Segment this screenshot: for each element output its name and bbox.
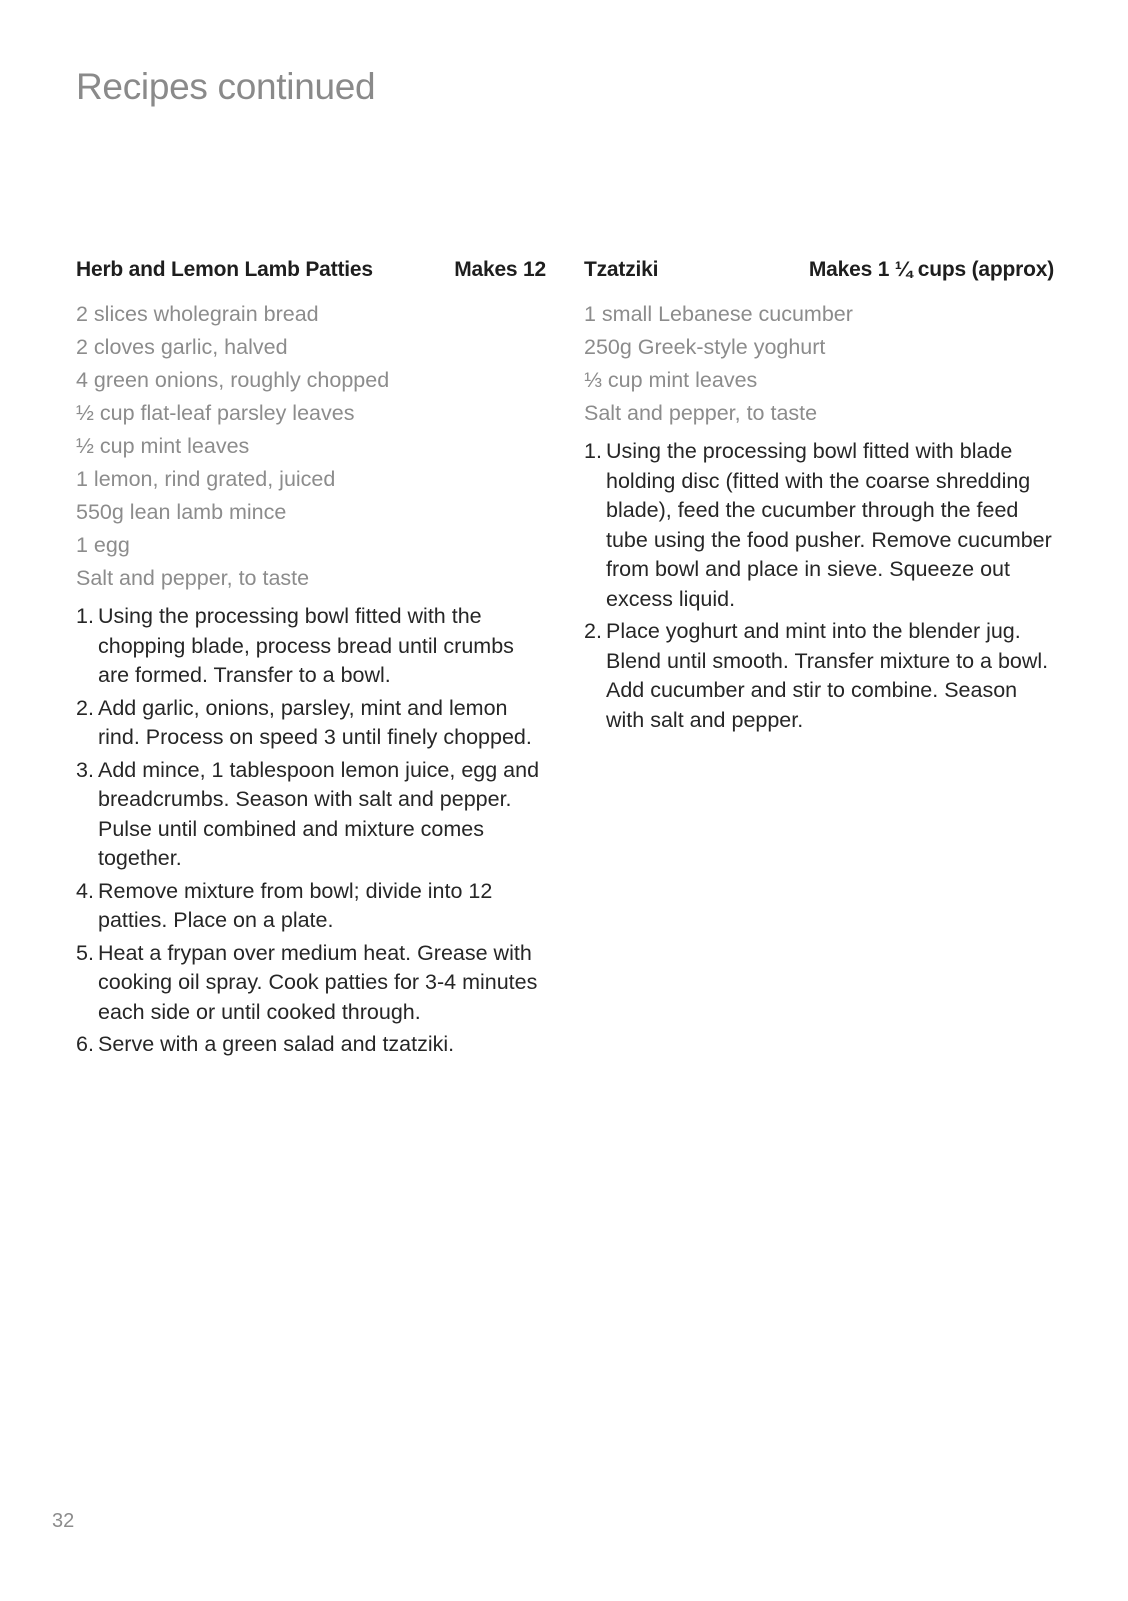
method-step: [76, 694, 546, 753]
ingredient-item: 1 egg: [76, 533, 130, 557]
ingredient-item: 4 green onions, roughly chopped: [76, 368, 390, 392]
method-steps: [584, 437, 1054, 735]
method-step: [76, 877, 546, 936]
ingredient-item: 550g lean lamb mince: [76, 500, 287, 524]
ingredient-item: Salt and pepper, to taste: [76, 566, 310, 590]
method-step: [76, 756, 546, 874]
method-steps: [76, 602, 546, 1060]
ingredient-item: 250g Greek-style yoghurt: [584, 335, 826, 359]
step-text: Using the processing bowl fitted with blade holding disc (fitted with the coarse shredding blade), feed the cucumber through the feed tube using the food pusher. Remove cucumber from bowl and place in sieve. Squeeze out excess liquid.: [606, 439, 1052, 611]
recipe-header: [76, 258, 546, 288]
step-number: 4.: [76, 878, 94, 903]
step-text: Place yoghurt and mint into the blender jug. Blend until smooth. Transfer mixture to a bowl. Add cucumber and stir to combine. Season with salt and pepper.: [606, 619, 1049, 732]
step-number: 2.: [76, 695, 94, 720]
page-title: Recipes continued: [76, 66, 376, 107]
step-text: Add garlic, onions, parsley, mint and lemon rind. Process on speed 3 until finely chopped.: [98, 695, 532, 749]
recipe-name: Tzatziki: [584, 258, 659, 281]
step-number: 3.: [76, 757, 94, 782]
ingredient-item: ⅓ cup mint leaves: [584, 368, 758, 392]
step-text: Heat a frypan over medium heat. Grease with cooking oil spray. Cook patties for 3-4 minutes each side or until cooked through.: [98, 940, 538, 1024]
step-text: Using the processing bowl fitted with the chopping blade, process bread until crumbs are formed. Transfer to a bowl.: [98, 604, 514, 687]
recipe-yield: Makes 1 ¼ cups (approx): [808, 258, 1054, 281]
step-text: Remove mixture from bowl; divide into 12 patties. Place on a plate.: [98, 878, 493, 932]
step-number: 5.: [76, 940, 94, 965]
ingredient-item: ½ cup mint leaves: [76, 434, 250, 458]
ingredient-list: [76, 298, 546, 595]
method-step: [76, 602, 546, 691]
step-number: 1.: [584, 439, 602, 463]
ingredient-item: ½ cup flat-leaf parsley leaves: [76, 401, 355, 425]
recipe-tzatziki: [584, 258, 1054, 738]
step-text: Add mince, 1 tablespoon lemon juice, egg and breadcrumbs. Season with salt and pepper. Pulse until combined and mixture comes together.: [98, 757, 540, 870]
step-number: 1.: [76, 604, 94, 628]
ingredient-item: Salt and pepper, to taste: [584, 401, 818, 425]
method-step: [584, 617, 1054, 735]
method-step: [76, 1030, 546, 1060]
page-number: 32: [52, 1510, 75, 1532]
ingredient-item: 1 small Lebanese cucumber: [584, 302, 853, 326]
recipe-header: [584, 258, 1054, 288]
method-step: [584, 437, 1054, 614]
step-number: 2.: [584, 619, 602, 643]
ingredient-item: 1 lemon, rind grated, juiced: [76, 467, 336, 491]
recipe-yield: Makes 12: [454, 258, 546, 281]
method-step: [76, 939, 546, 1028]
ingredient-item: 2 slices wholegrain bread: [76, 302, 319, 326]
step-text: Serve with a green salad and tzatziki.: [98, 1032, 455, 1056]
step-number: 6.: [76, 1032, 94, 1056]
recipe-lamb-patties: [76, 258, 546, 1063]
recipe-name: Herb and Lemon Lamb Patties: [76, 258, 373, 281]
ingredient-list: [584, 298, 1054, 430]
ingredient-item: 2 cloves garlic, halved: [76, 335, 288, 359]
